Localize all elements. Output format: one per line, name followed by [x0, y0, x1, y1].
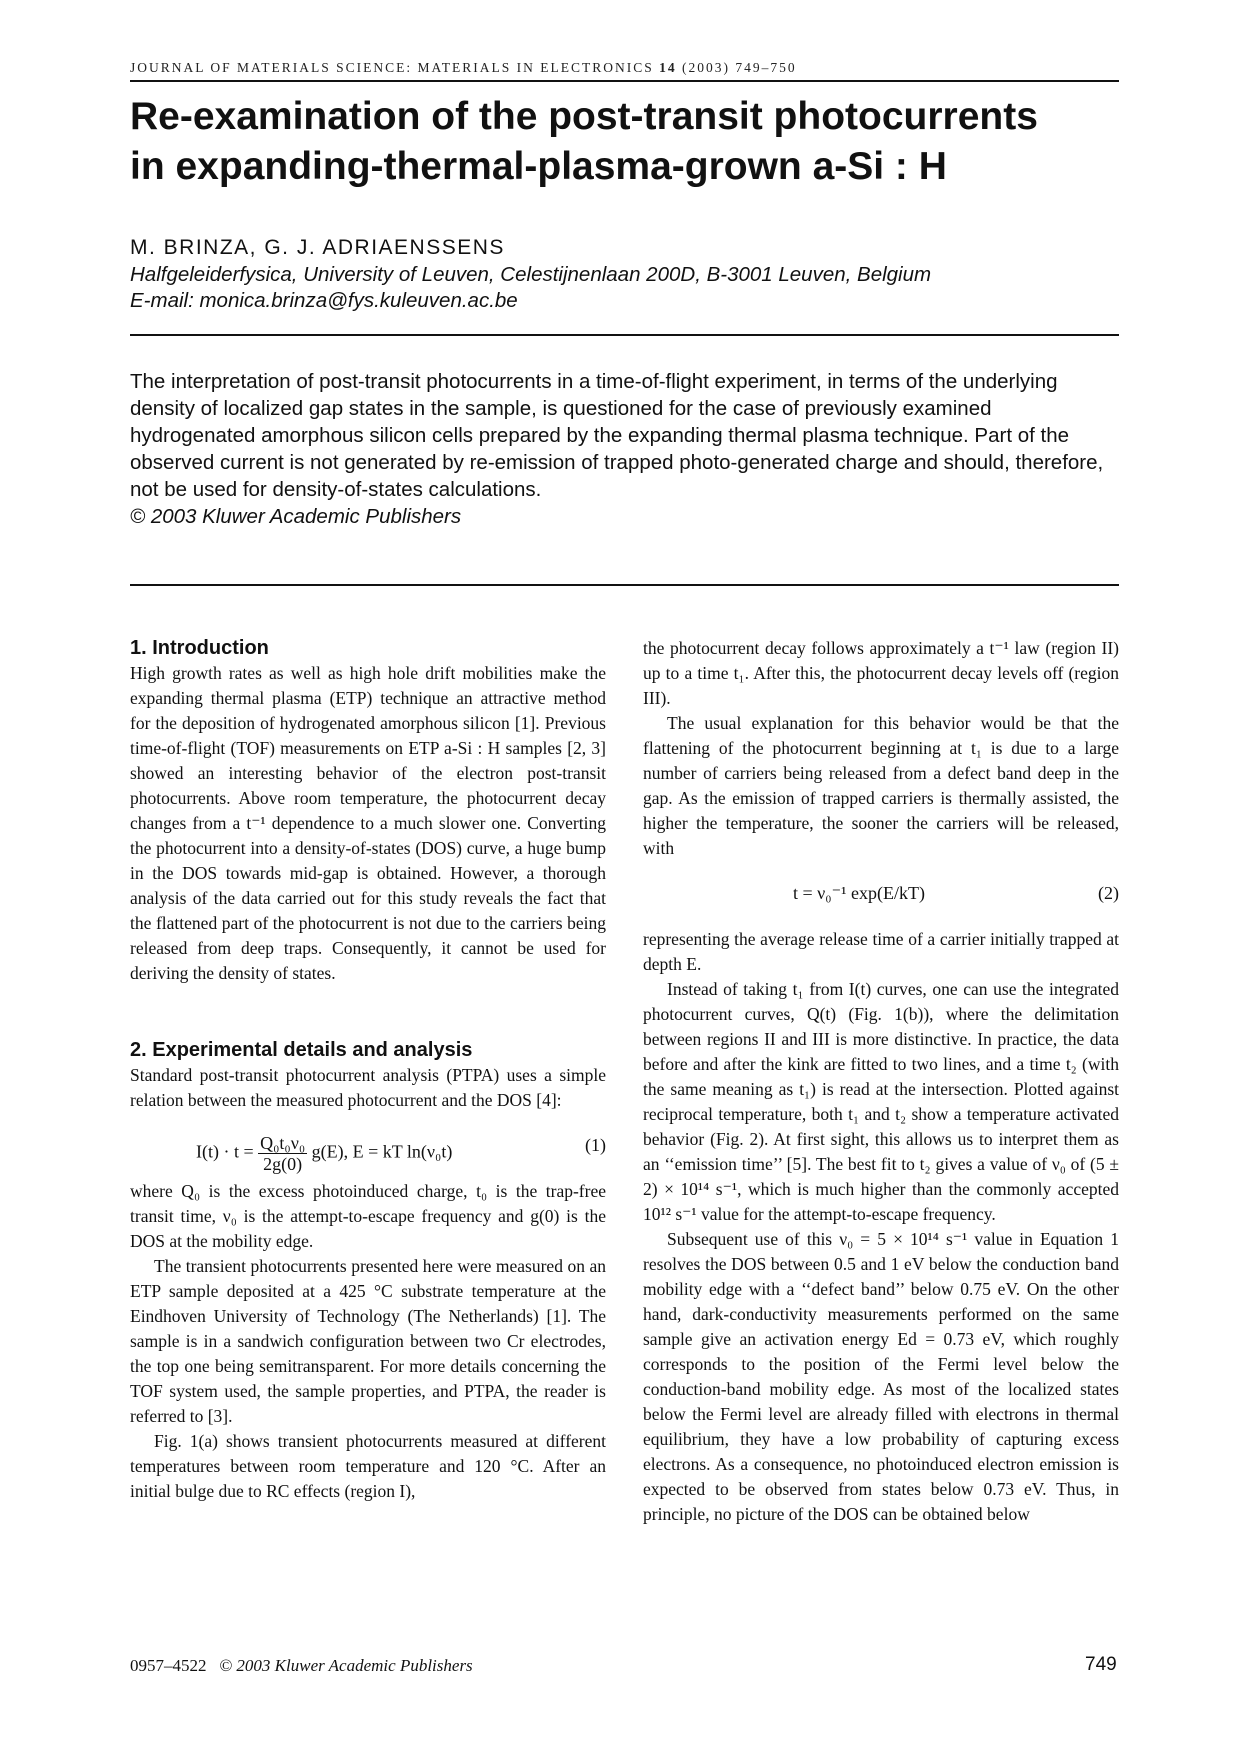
right-paragraph-4: Instead of taking t₁ from I(t) curves, one can use the integrated photocurrent curves, Q(t) (Fig. 1(b)), where the delimitation between regions II and III is more distinctive. In practice, the data before and after the kink are fitted to two lines, and a time t₂ (with the same meaning as t₁) is read at the intersection. Plotted against reciprocal temperature, both t₁ and t₂ show a temperature activated behavior (Fig. 2). At first sight, this allows us to interpret them as an ‘‘emission time’’ [5]. The best fit to t₂ gives a value of ν₀ of (5 ± 2) × 10¹⁴ s⁻¹, which is much higher than the commonly accepted 10¹² s⁻¹ value for the attempt-to-escape frequency. — [643, 979, 1119, 1224]
right-paragraph-5: Subsequent use of this ν₀ = 5 × 10¹⁴ s⁻¹ value in Equation 1 resolves the DOS between 0.5 and 1 eV below the conduction band mobility edge with a ‘‘defect band’’ below 0.75 eV. On the other hand, dark-conductivity measurements performed on the same sample give an activation energy Ed = 0.73 eV, which roughly corresponds to the position of the Fermi level below the conduction-band mobility edge. As most of the localized states below the Fermi level are already filled with electrons in thermal equilibrium, they have a low probability of capturing excess electrons. As a consequence, no photoinduced electron emission is expected to be observed from states below 0.73 eV. Thus, in principle, no picture of the DOS can be obtained below — [643, 1229, 1119, 1524]
abstract — [130, 368, 1120, 530]
equation-2 — [643, 871, 1119, 915]
equation-1-rhs: g(E), E = kT ln(ν₀t) — [307, 1141, 453, 1162]
exp-paragraph-2: where Q₀ is the excess photoinduced charge, t₀ is the trap-free transit time, ν₀ is the attempt-to-escape frequency and g(0) is the DOS at the mobility edge. — [130, 1181, 606, 1251]
paper-title — [130, 92, 1130, 192]
title-line-2: in expanding-thermal-plasma-grown a-Si : H — [130, 145, 947, 188]
journal-name: JOURNAL OF MATERIALS SCIENCE: MATERIALS IN ELECTRONICS — [130, 60, 654, 75]
equation-1-denominator: 2g(0) — [263, 1154, 303, 1174]
email: E-mail: monica.brinza@fys.kuleuven.ac.be — [130, 289, 518, 312]
abstract-bottom-rule — [130, 584, 1119, 586]
abstract-copyright-text: 2003 Kluwer Academic Publishers — [150, 505, 462, 528]
section-heading-introduction: 1. Introduction — [130, 637, 269, 659]
right-column — [643, 636, 1119, 1527]
footer-publisher: 2003 Kluwer Academic Publishers — [236, 1656, 473, 1675]
page-number: 749 — [1085, 1654, 1117, 1675]
equation-1-label: (1) — [585, 1135, 606, 1155]
footer-copyright-icon: © — [219, 1656, 233, 1675]
equation-1-body — [196, 1133, 452, 1174]
exp-paragraph-1: Standard post-transit photocurrent analysis (PTPA) uses a simple relation between the measured photocurrent and the DOS [4]: — [130, 1065, 606, 1110]
journal-issue: (2003) 749–750 — [682, 60, 797, 75]
header-rule — [130, 80, 1119, 82]
footer-left — [130, 1656, 473, 1676]
journal-volume: 14 — [659, 60, 677, 75]
right-paragraph-1: the photocurrent decay follows approximately a t⁻¹ law (region II) up to a time t₁. After this, the photocurrent decay levels off (region III). — [643, 638, 1119, 708]
equation-1-fraction — [258, 1133, 307, 1174]
abstract-top-rule — [130, 334, 1119, 336]
title-line-1: Re-examination of the post-transit photocurrents — [130, 95, 1038, 138]
journal-header — [130, 60, 797, 76]
equation-2-label: (2) — [1098, 883, 1119, 903]
equation-1-numerator: Q₀t₀ν₀ — [260, 1133, 306, 1153]
intro-paragraph-1: High growth rates as well as high hole drift mobilities make the expanding thermal plasma (ETP) technique an attractive method for the deposition of hydrogenated amorphous silicon [1]. Previous time-of-flight (TOF) measurements on ETP a-Si : H samples [2, 3] showed an interesting behavior of the electron post-transit photocurrents. Above room temperature, the photocurrent decay changes from a t⁻¹ dependence to a much slower one. Converting the photocurrent into a density-of-states (DOS) curve, a huge bump in the DOS towards mid-gap is obtained. However, a thorough analysis of the data carried out for this study reveals the fact that the flattened part of the photocurrent is not due to the carriers being released from deep traps. Consequently, it cannot be used for deriving the density of states. — [130, 663, 606, 983]
footer-issn: 0957–4522 — [130, 1656, 207, 1675]
right-paragraph-2: The usual explanation for this behavior would be that the flattening of the photocurrent beginning at t₁ is due to a large number of carriers being released from a defect band deep in the gap. As the emission of trapped carriers is thermally assisted, the higher the temperature, the sooner the carriers will be released, with — [643, 713, 1119, 858]
left-column — [130, 636, 606, 1504]
copyright-icon: © — [130, 505, 146, 528]
section-gap — [130, 986, 606, 1038]
abstract-copyright — [130, 503, 1120, 530]
equation-1-lhs: I(t) · t = — [196, 1141, 259, 1162]
affiliation: Halfgeleiderfysica, University of Leuven, Celestijnenlaan 200D, B-3001 Leuven, Belgium — [130, 263, 932, 286]
exp-paragraph-4: Fig. 1(a) shows transient photocurrents measured at different temperatures between room temperature and 120 °C. After an initial bulge due to RC effects (region I), — [130, 1431, 606, 1501]
authors: M. BRINZA, G. J. ADRIAENSSENS — [130, 236, 505, 259]
right-paragraph-3: representing the average release time of a carrier initially trapped at depth E. — [643, 929, 1119, 974]
equation-2-body: t = ν₀⁻¹ exp(E/kT) — [793, 883, 925, 903]
affiliation-block — [130, 262, 1130, 314]
abstract-text: The interpretation of post-transit photocurrents in a time-of-flight experiment, in terms of the underlying density of localized gap states in the sample, is questioned for the case of previously examined hydrogenated amorphous silicon cells prepared by the expanding thermal plasma technique. Part of the observed current is not generated by re-emission of trapped photo-generated charge and should, therefore, not be used for density-of-states calculations. — [130, 370, 1104, 501]
section-heading-experimental: 2. Experimental details and analysis — [130, 1039, 473, 1061]
equation-1 — [130, 1123, 606, 1174]
exp-paragraph-3: The transient photocurrents presented here were measured on an ETP sample deposited at a 425 °C substrate temperature at the Eindhoven University of Technology (The Netherlands) [1]. The sample is in a sandwich configuration between two Cr electrodes, the top one being semitransparent. For more details concerning the TOF system used, the sample properties, and PTPA, the reader is referred to [3]. — [130, 1256, 606, 1426]
